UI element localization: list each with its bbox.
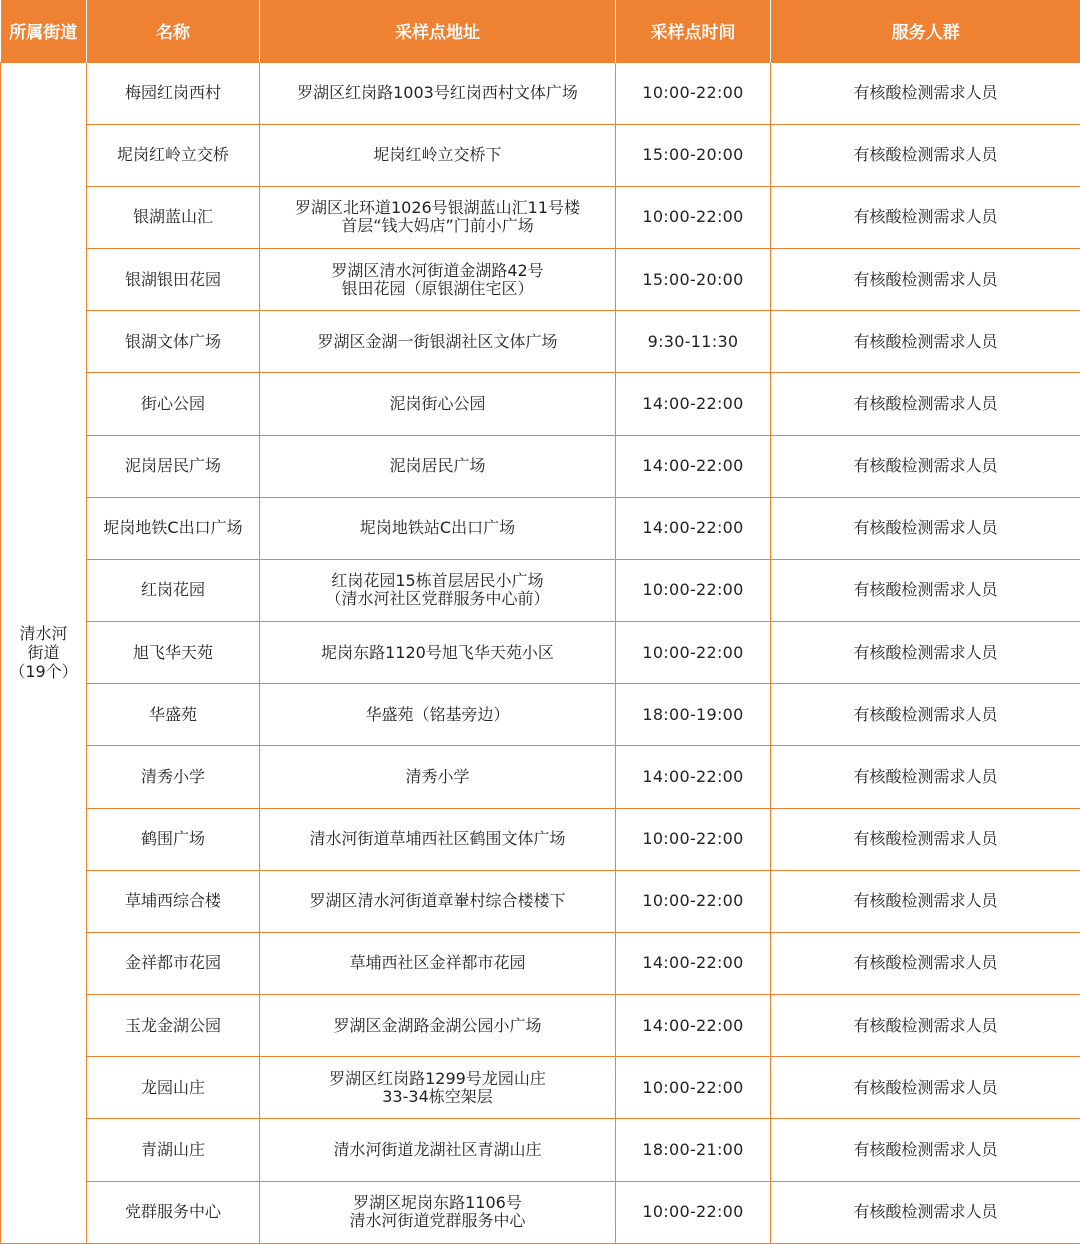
site-name: 金祥都市花园 — [87, 932, 260, 994]
site-name: 梅园红岗西村 — [87, 62, 260, 124]
table-row — [1, 1119, 1080, 1181]
site-time: 14:00-22:00 — [616, 746, 771, 808]
table-row — [1, 124, 1080, 186]
table-row — [1, 746, 1080, 808]
table-row — [1, 1181, 1080, 1243]
site-service-group: 有核酸检测需求人员 — [771, 746, 1080, 808]
site-address-line: 坭岗东路1120号旭飞华天苑小区 — [321, 642, 554, 662]
site-address-line: 罗湖区坭岗东路1106号 — [353, 1193, 522, 1213]
table-row — [1, 808, 1080, 870]
site-address-line: 清水河街道草埔西社区鹤围文体广场 — [309, 829, 566, 849]
table-row — [1, 684, 1080, 746]
site-name: 坭岗红岭立交桥 — [87, 124, 260, 186]
site-time: 10:00-22:00 — [616, 559, 771, 621]
table-row — [1, 559, 1080, 621]
site-address-line: 华盛苑（铭基旁边） — [365, 704, 510, 724]
site-service-group: 有核酸检测需求人员 — [771, 684, 1080, 746]
site-time: 14:00-22:00 — [616, 435, 771, 497]
site-address — [260, 684, 616, 746]
table-row — [1, 249, 1080, 311]
header-row — [1, 0, 1080, 62]
site-name: 草埔西综合楼 — [87, 870, 260, 932]
site-address — [260, 1119, 616, 1181]
table-body — [1, 62, 1080, 1244]
site-address-line: 红岗花园15栋首层居民小广场 — [331, 571, 544, 591]
site-name: 银湖银田花园 — [87, 249, 260, 311]
site-address-line: 清水河街道党群服务中心 — [349, 1211, 526, 1231]
site-name: 青湖山庄 — [87, 1119, 260, 1181]
table-row — [1, 622, 1080, 684]
street-label-line2: 街道 — [27, 643, 60, 663]
site-service-group: 有核酸检测需求人员 — [771, 373, 1080, 435]
site-address — [260, 186, 616, 248]
header-group: 服务人群 — [771, 0, 1080, 62]
site-address — [260, 249, 616, 311]
site-address-line: 罗湖区清水河街道章輋村综合楼楼下 — [309, 891, 566, 911]
site-address-line: 坭岗地铁站C出口广场 — [359, 518, 516, 538]
site-address — [260, 373, 616, 435]
site-address-line: 银田花园（原银湖住宅区） — [341, 278, 534, 298]
site-address — [260, 497, 616, 559]
site-address-line: 清水河街道龙湖社区青湖山庄 — [333, 1140, 542, 1159]
site-address-line: 首层“钱大妈店”门前小广场 — [341, 216, 534, 236]
site-name: 红岗花园 — [87, 559, 260, 621]
site-address-line: 罗湖区北环道1026号银湖蓝山汇11号楼 — [294, 198, 581, 218]
street-label-line1: 清水河 — [19, 624, 68, 644]
header-name: 名称 — [87, 0, 260, 62]
site-time: 10:00-22:00 — [616, 622, 771, 684]
site-service-group: 有核酸检测需求人员 — [771, 62, 1080, 124]
site-address-line: 泥岗居民广场 — [389, 456, 486, 476]
site-name: 银湖蓝山汇 — [87, 186, 260, 248]
site-time: 18:00-19:00 — [616, 684, 771, 746]
site-time: 18:00-21:00 — [616, 1119, 771, 1181]
table-row — [1, 1057, 1080, 1119]
site-time: 10:00-22:00 — [616, 870, 771, 932]
site-address-line: 罗湖区金湖一街银湖社区文体广场 — [317, 331, 558, 351]
site-address-line: 清秀小学 — [405, 766, 470, 786]
table-row — [1, 995, 1080, 1057]
table-row — [1, 497, 1080, 559]
site-service-group: 有核酸检测需求人员 — [771, 622, 1080, 684]
table-row — [1, 373, 1080, 435]
site-time: 15:00-20:00 — [616, 124, 771, 186]
site-address-line: 草埔西社区金祥都市花园 — [349, 953, 526, 973]
table-row — [1, 186, 1080, 248]
site-service-group: 有核酸检测需求人员 — [771, 559, 1080, 621]
site-address — [260, 870, 616, 932]
site-address — [260, 62, 616, 124]
site-time: 10:00-22:00 — [616, 1181, 771, 1243]
site-time: 9:30-11:30 — [616, 311, 771, 373]
site-time: 14:00-22:00 — [616, 373, 771, 435]
site-address-line: （清水河社区党群服务中心前） — [325, 589, 550, 609]
site-address — [260, 995, 616, 1057]
site-address — [260, 808, 616, 870]
site-service-group: 有核酸检测需求人员 — [771, 995, 1080, 1057]
site-service-group: 有核酸检测需求人员 — [771, 1181, 1080, 1243]
site-address — [260, 311, 616, 373]
site-time: 10:00-22:00 — [616, 62, 771, 124]
site-name: 龙园山庄 — [87, 1057, 260, 1119]
site-name: 清秀小学 — [87, 746, 260, 808]
street-cell — [1, 62, 87, 1244]
site-name: 党群服务中心 — [87, 1181, 260, 1243]
table-row — [1, 311, 1080, 373]
site-time: 10:00-22:00 — [616, 1057, 771, 1119]
site-address-line: 罗湖区金湖路金湖公园小广场 — [333, 1015, 542, 1035]
table-header — [1, 0, 1080, 62]
site-service-group: 有核酸检测需求人员 — [771, 124, 1080, 186]
site-address-line: 罗湖区清水河街道金湖路42号 — [331, 260, 544, 280]
site-service-group: 有核酸检测需求人员 — [771, 311, 1080, 373]
site-name: 坭岗地铁C出口广场 — [87, 497, 260, 559]
site-service-group: 有核酸检测需求人员 — [771, 1119, 1080, 1181]
site-name: 华盛苑 — [87, 684, 260, 746]
site-address-line: 泥岗街心公园 — [389, 393, 486, 413]
site-name: 鹤围广场 — [87, 808, 260, 870]
site-time: 14:00-22:00 — [616, 932, 771, 994]
site-name: 玉龙金湖公园 — [87, 995, 260, 1057]
site-service-group: 有核酸检测需求人员 — [771, 1057, 1080, 1119]
site-time: 15:00-20:00 — [616, 249, 771, 311]
site-address — [260, 622, 616, 684]
site-address — [260, 932, 616, 994]
site-address-line: 罗湖区红岗路1299号龙园山庄 — [329, 1068, 546, 1088]
site-time: 10:00-22:00 — [616, 808, 771, 870]
site-name: 泥岗居民广场 — [87, 435, 260, 497]
site-time: 14:00-22:00 — [616, 497, 771, 559]
site-service-group: 有核酸检测需求人员 — [771, 186, 1080, 248]
site-name: 银湖文体广场 — [87, 311, 260, 373]
site-service-group: 有核酸检测需求人员 — [771, 870, 1080, 932]
table-row — [1, 62, 1080, 124]
site-address-line: 坭岗红岭立交桥下 — [373, 145, 502, 165]
site-service-group: 有核酸检测需求人员 — [771, 808, 1080, 870]
site-service-group: 有核酸检测需求人员 — [771, 435, 1080, 497]
header-time: 采样点时间 — [616, 0, 771, 62]
site-time: 10:00-22:00 — [616, 186, 771, 248]
site-address — [260, 746, 616, 808]
site-time: 14:00-22:00 — [616, 995, 771, 1057]
site-service-group: 有核酸检测需求人员 — [771, 932, 1080, 994]
site-address-line: 33-34栋空架层 — [382, 1086, 493, 1106]
site-name: 旭飞华天苑 — [87, 622, 260, 684]
site-service-group: 有核酸检测需求人员 — [771, 497, 1080, 559]
street-label-line3: （19个） — [9, 662, 78, 682]
site-address — [260, 1057, 616, 1119]
site-address — [260, 124, 616, 186]
site-address — [260, 435, 616, 497]
site-service-group: 有核酸检测需求人员 — [771, 249, 1080, 311]
header-address: 采样点地址 — [260, 0, 616, 62]
site-name: 街心公园 — [87, 373, 260, 435]
table-row — [1, 870, 1080, 932]
site-address — [260, 559, 616, 621]
header-street: 所属街道 — [1, 0, 87, 62]
table-row — [1, 435, 1080, 497]
site-address — [260, 1181, 616, 1243]
table-row — [1, 932, 1080, 994]
site-address-line: 罗湖区红岗路1003号红岗西村文体广场 — [297, 83, 578, 103]
